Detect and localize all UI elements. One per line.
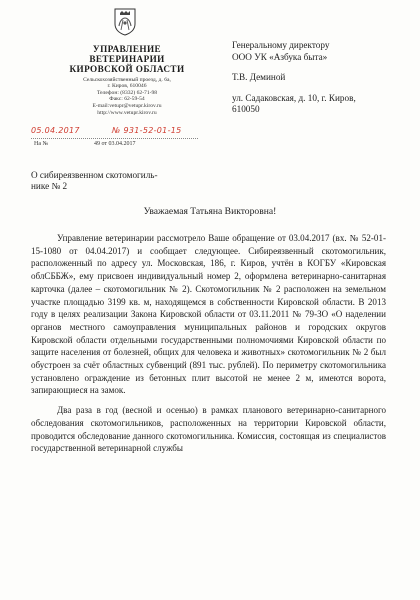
subject-line-1: О сибиреязвенном скотомогиль- <box>31 170 158 180</box>
stamp-reg-number: № 931-52-01-15 <box>112 126 182 135</box>
body-paragraph-2: Два раза в год (весной и осенью) в рамках планового ветеринарно-санитарного обследования скотомогильников, расположенных на территории Кировской области, проводится обследование данного скотомогильника. Комиссия, состоящая из специалистов государственной ветеринарной службы <box>31 405 386 454</box>
contact-phone: Телефон: (8332) 62-71-98 <box>96 89 158 96</box>
body-paragraph-1: Управление ветеринарии рассмотрело Ваше обращение от 03.04.2017 (вх. № 52-01-15-1080 от 04.04.2017) и сообщает следующее. Сибиреязвенный скотомогильник, расположенный по адресу ул. Московская, 186, г. Киров, учтён в КОГБУ «Кировская облСББЖ», ему присвоен индивидуальный номер 2, оформлена ветеринарно-санитарная карточка (далее – скотомогильник № 2). Скотомогильник № 2 расположен на земельном участке площадью 3199 кв. м, находящемся в собственности Кировской области. В 2013 году в целях реализации Закона Кировской области от 03.11.2011 № 79-ЗО «О наделении органов местного самоуправления муниципальных районов и городских округов Кировской области отдельными государственными полномочиями Кировской области по защите населения от болезней, общих для человека и животных» скотомогильник № 2 был обустроен за счёт областных субвенций (891 тыс. рублей). По периметру скотомогильника установлено ограждение из бетонных плит высотой не менее 2 м, имеются ворота, запирающиеся на замок. <box>31 233 386 396</box>
org-name-line-1: УПРАВЛЕНИЕ <box>92 44 162 54</box>
contact-address: Сельскохозяйственный проезд, д. 6а, <box>83 76 171 83</box>
contact-city: г. Киров, 610046 <box>107 83 147 90</box>
contact-email: E-mail:vetupr@vetupr.kirov.ru <box>92 102 162 109</box>
page-bottom-fade <box>0 572 420 600</box>
stamp-date: 05.04.2017 <box>31 126 80 135</box>
incoming-reference-label: На № <box>34 141 49 147</box>
recipient-block <box>232 40 412 116</box>
recipient-name: Т.В. Деминой <box>232 72 286 83</box>
incoming-reference <box>34 141 136 147</box>
incoming-reference-value: 49 от 03.04.2017 <box>94 141 136 147</box>
coat-of-arms-emblem <box>114 8 136 36</box>
contact-website: http://www.vetupr.kirov.ru <box>97 109 157 116</box>
salutation: Уважаемая Татьяна Викторовна! <box>143 206 277 217</box>
contact-block <box>52 77 202 117</box>
contact-fax: Факс: 62-59-54 <box>109 96 145 103</box>
recipient-address-line-1: ул. Садаковская, д. 10, г. Киров, <box>232 92 356 103</box>
letter-subject <box>31 170 181 193</box>
letter-body <box>31 232 386 462</box>
subject-line-2: нике № 2 <box>31 181 68 192</box>
dotted-divider <box>31 138 198 139</box>
org-name-line-2: ВЕТЕРИНАРИИ <box>89 54 165 65</box>
recipient-company: ООО УК «Азбука быта» <box>232 51 328 62</box>
recipient-position: Генеральному директору <box>232 40 330 50</box>
letterhead <box>52 44 202 116</box>
recipient-address-line-2: 610050 <box>232 104 260 115</box>
org-name-line-3: КИРОВСКОЙ ОБЛАСТИ <box>69 64 185 75</box>
registration-stamp <box>31 126 231 138</box>
